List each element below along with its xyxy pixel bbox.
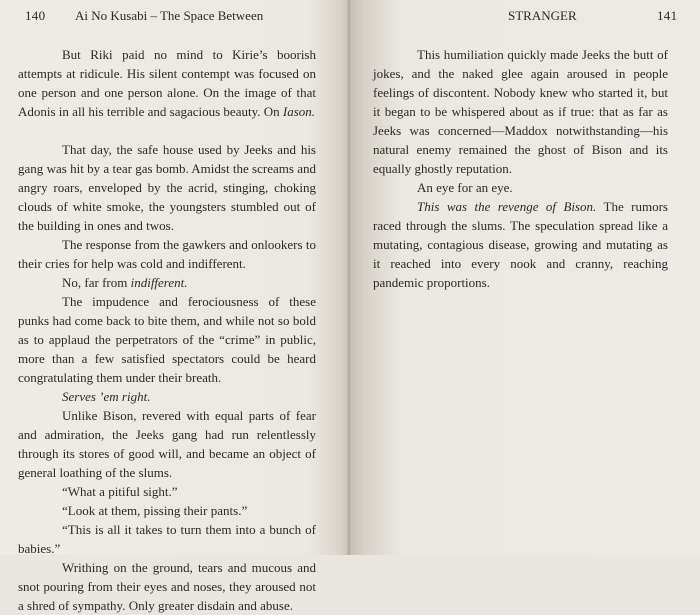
body-text: But Riki paid no mind to Kirie’s boorish attempts at ridicule. His silent contempt was focused on one person and one person alone. On the image of that Adonis in all his terrible and sagacious beauty. On <box>18 47 316 119</box>
left-page <box>0 0 350 613</box>
body-text: This humiliation quickly made Jeeks the butt of jokes, and the naked glee again aroused in people feelings of discontent. Nobody knew who started it, but it began to be whispered about as if true: that as far as Jeeks was concerned—Maddox notwithstanding—his natural enemy remained the ghost of Bison and its equally ghostly reputation. <box>373 47 668 176</box>
left-paragraph <box>18 292 316 387</box>
body-text: Unlike Bison, revered with equal parts of fear and admiration, the Jeeks gang had run relentlessly through its stores of good will, and became an object of general loathing of the slums. <box>18 408 316 480</box>
left-paragraph <box>18 273 316 292</box>
right-running-header: STRANGER <box>508 8 577 23</box>
body-text: “What a pitiful sight.” <box>62 484 178 499</box>
right-paragraph <box>373 45 668 178</box>
left-paragraph <box>18 501 316 520</box>
italic-text: This was the revenge of Bison. <box>417 199 597 214</box>
italic-text: Serves ’em right. <box>62 389 151 404</box>
body-text: Writhing on the ground, tears and mucous and snot pouring from their eyes and noses, they aroused not a shred of sympathy. Only greater disdain and abuse. <box>18 560 316 613</box>
left-running-header: Ai No Kusabi – The Space Between <box>75 8 264 23</box>
left-paragraph <box>18 387 316 406</box>
right-paragraph <box>373 197 668 292</box>
left-paragraph <box>18 45 316 121</box>
italic-text: indifferent. <box>130 275 188 290</box>
left-paragraph <box>18 558 316 615</box>
right-page-number: 141 <box>657 8 678 23</box>
body-text: “This is all it takes to turn them into a bunch of babies.” <box>18 522 316 556</box>
left-paragraph <box>18 235 316 273</box>
left-page-body <box>18 45 316 615</box>
body-text: That day, the safe house used by Jeeks and his gang was hit by a tear gas bomb. Amidst the screams and angry roars, enveloped by the acrid, stinging, choking clouds of white smoke, the youngsters stumbled out of the building in ones and twos. <box>18 142 316 233</box>
left-paragraph <box>18 406 316 482</box>
right-page-body <box>373 45 668 292</box>
right-paragraph <box>373 178 668 197</box>
left-paragraph <box>18 482 316 501</box>
left-page-number: 140 <box>25 8 46 23</box>
italic-text: Iason. <box>282 104 316 119</box>
left-paragraph <box>18 140 316 235</box>
body-text: No, far from <box>62 275 131 290</box>
body-text: An eye for an eye. <box>417 180 513 195</box>
body-text: “Look at them, pissing their pants.” <box>62 503 248 518</box>
left-paragraph <box>18 520 316 558</box>
body-text: The response from the gawkers and onlookers to their cries for help was cold and indifferent. <box>18 237 316 271</box>
body-text: The rumors raced through the slums. The speculation spread like a mutating, contagious disease, growing and mutating as it reached into every nook and cranny, reaching pandemic proportions. <box>373 199 668 290</box>
body-text: The impudence and ferociousness of these punks had come back to bite them, and while not so bold as to applaud the perpetrators of the “crime” in public, more than a few satisfied spectators could be heard congratulating them under their breath. <box>18 294 316 385</box>
